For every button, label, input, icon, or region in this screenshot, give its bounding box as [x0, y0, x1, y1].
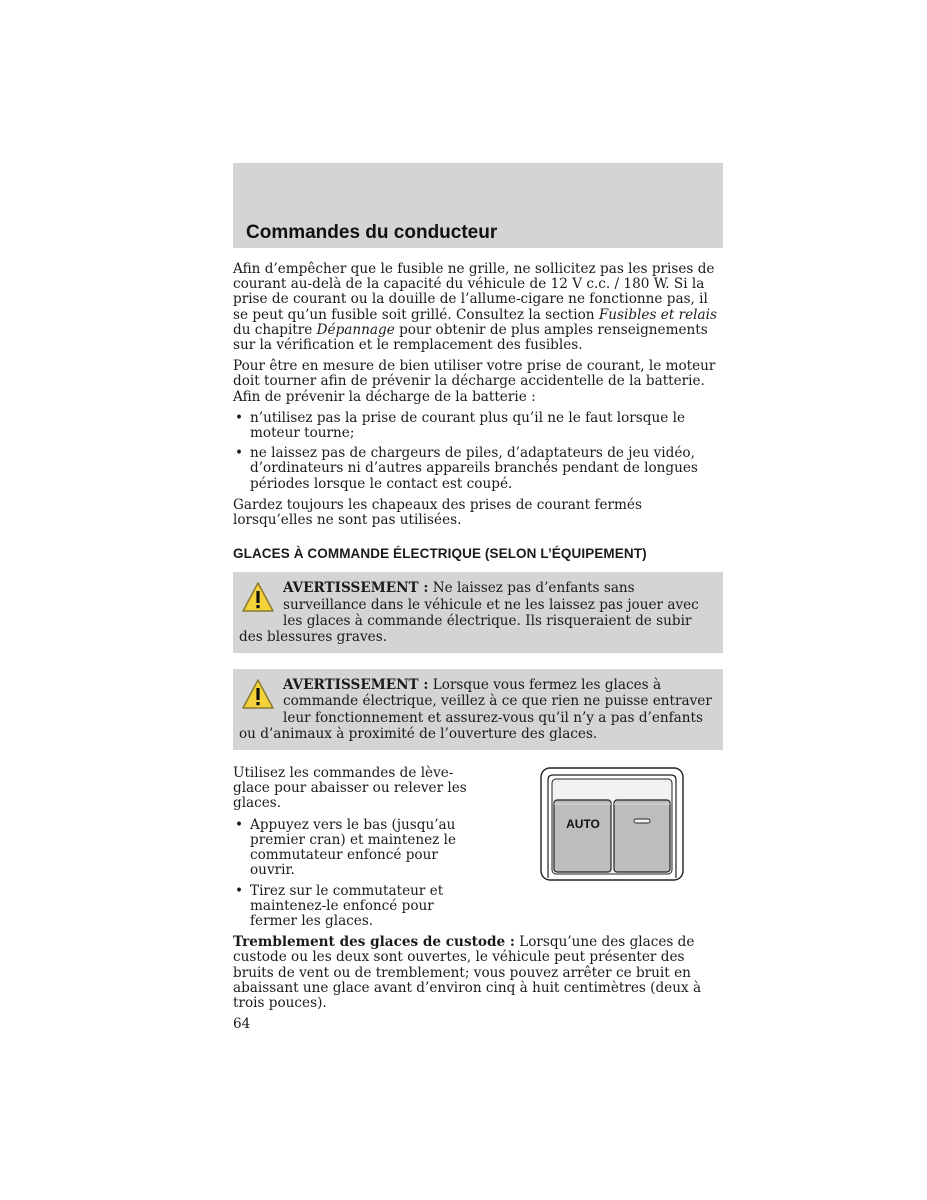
list-item: • Tirez sur le commutateur et maintenez-le enfoncé pour fermer les glaces. [233, 884, 483, 930]
page-number: 64 [233, 1016, 251, 1033]
window-switch-icon [537, 766, 687, 883]
section-heading: GLACES À COMMANDE ÉLECTRIQUE (SELON L’ÉQUIPEMENT) [233, 546, 647, 562]
warning-text: Lorsque vous fermez les glaces à commande électrique, veillez à ce que rien ne puisse entraver leur fonctionnement et assurez-vous qu’il n’y a pas d’enfants ou d’animaux à proximité de l’ouverture des glaces. [239, 677, 712, 742]
windows-steps-list [233, 818, 483, 929]
tremblement-text: Lorsqu’une des glaces de custode ou les deux sont ouvertes, le véhicule peut présenter des bruits de vent ou de tremblement; vous pouvez arrêter ce bruit en abaissant une glace avant d’environ cinq à huit centimètres (deux à trois pouces). [233, 934, 702, 1011]
warning-triangle-icon [241, 580, 275, 614]
paragraph-caps: Gardez toujours les chapeaux des prises de courant fermés lorsqu’elles ne sont pas utilisées. [233, 496, 642, 529]
warning-triangle-icon [241, 677, 275, 711]
fuse-text-part-2: du chapitre [233, 321, 317, 338]
main-content [233, 262, 723, 1032]
paragraph-tremblement [233, 935, 723, 1011]
warning-box [233, 572, 723, 653]
fuse-reference-link-text: Fusibles et relais [598, 306, 717, 323]
page-title: Commandes du conducteur [246, 222, 498, 243]
battery-tips-list [233, 411, 723, 492]
depannage-reference-text: Dépannage [316, 321, 395, 338]
fuse-text-part-3: pour obtenir de plus amples renseignements sur la vérification et le remplacement des fusibles. [233, 321, 708, 354]
section-header-box [233, 163, 723, 248]
paragraph-power-outlet: Pour être en mesure de bien utiliser votre prise de courant, le moteur doit tourner afin de prévenir la décharge accidentelle de la batterie. Afin de prévenir la décharge de la batterie : [233, 358, 716, 405]
paragraph-fuse-info [233, 262, 723, 353]
list-item: • ne laissez pas de chargeurs de piles, d’adaptateurs de jeu vidéo, d’ordinateurs ni d’autres appareils branchés pendant de longues périodes lorsque le contact est coupé. [233, 446, 723, 492]
paragraph-windows-intro: Utilisez les commandes de lève-glace pour abaisser ou relever les glaces. [233, 765, 467, 812]
warning-label: AVERTISSEMENT : [283, 677, 429, 694]
tremblement-label: Tremblement des glaces de custode : [233, 934, 515, 951]
power-windows-instructions [233, 766, 483, 929]
power-windows-section [233, 766, 723, 929]
list-item: • n’utilisez pas la prise de courant plus qu’il ne le faut lorsque le moteur tourne; [233, 411, 723, 441]
warning-label: AVERTISSEMENT : [283, 580, 429, 597]
warning-box [233, 669, 723, 750]
warning-text: Ne laissez pas d’enfants sans surveillance dans le véhicule et ne les laissez pas jouer avec les glaces à commande électrique. Ils risqueraient de subir des blessures graves. [239, 580, 699, 646]
list-item: • Appuyez vers le bas (jusqu’au premier cran) et maintenez le commutateur enfoncé pour ouvrir. [233, 818, 483, 879]
auto-label: AUTO [566, 817, 600, 832]
fuse-text-part-1: Afin d’empêcher que le fusible ne grille, ne sollicitez pas les prises de courant au-delà de la capacité du véhicule de 12 V c.c. / 180 W. Si la prise de courant ou la douille de l’allume-cigare ne fonctionne pas, il se peut qu’un fusible soit grillé. Consultez la section [233, 261, 715, 323]
